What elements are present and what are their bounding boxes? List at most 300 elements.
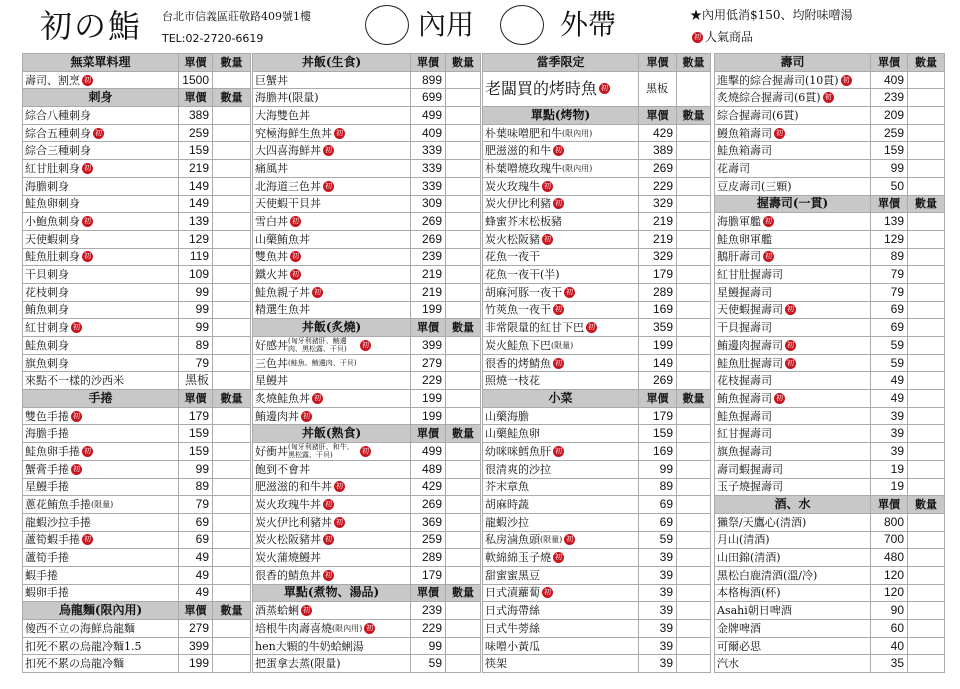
section-title: 單點(煮物、湯品) [253,584,411,602]
item-name: 蘆筍手捲 [25,551,69,565]
quantity-input[interactable] [213,213,251,231]
menu-item-row [253,620,481,638]
item-name-wrap [255,302,408,317]
menu-item-row [715,177,945,195]
quantity-input[interactable] [213,460,251,478]
quantity-input[interactable] [677,160,711,178]
dine-in-checkbox[interactable] [365,5,409,45]
quantity-input[interactable] [677,513,711,531]
item-name-wrap [255,550,408,565]
menu-item-row [23,195,251,213]
item-name-wrap [255,108,408,123]
quantity-input[interactable] [213,372,251,390]
menu-column-3 [482,53,711,673]
price-header: 單價 [179,390,213,408]
item-price: 259 [179,124,213,142]
menu-item-row [483,513,711,531]
item-price: 119 [179,248,213,266]
item-name-wrap [717,179,868,194]
item-name-wrap [255,356,408,371]
quantity-input[interactable] [677,354,711,372]
quantity-input[interactable] [446,496,481,514]
quantity-input[interactable] [213,425,251,443]
item-name: 汽水 [717,657,739,671]
quantity-input[interactable] [908,107,945,125]
quantity-input[interactable] [213,443,251,461]
quantity-input[interactable] [446,566,481,584]
popular-badge-icon: 初 [566,535,574,544]
quantity-input[interactable] [677,71,711,106]
quantity-input[interactable] [677,301,711,319]
quantity-input[interactable] [446,443,481,461]
quantity-input[interactable] [908,637,945,655]
quantity-input[interactable] [446,283,481,301]
quantity-input[interactable] [446,354,481,372]
quantity-input[interactable] [908,124,945,142]
item-name-cell [253,213,411,231]
item-price: 359 [639,319,677,337]
quantity-input[interactable] [213,142,251,160]
quantity-input[interactable] [677,372,711,390]
item-name: 紅甘肚刺身 [25,161,80,175]
quantity-header: 數量 [677,107,711,125]
quantity-input[interactable] [213,248,251,266]
menu-item-row [23,319,251,337]
item-name: 扣死不累の烏龍冷麵1.5 [25,639,142,653]
item-price: 899 [411,71,446,89]
quantity-input[interactable] [213,283,251,301]
menu-item-row [23,584,251,602]
menu-item-row [253,71,481,89]
quantity-input[interactable] [677,195,711,213]
quantity-input[interactable] [446,478,481,496]
item-name: 蔥花鮪魚手捲 [25,498,91,512]
item-name: 酒蒸蛤蜊 [255,604,299,618]
item-price: 279 [411,354,446,372]
quantity-header: 數量 [908,496,945,514]
item-name: 小鮑魚刺身 [25,215,80,229]
item-name-cell [715,266,871,284]
item-name: 天使蝦握壽司 [717,303,783,317]
quantity-input[interactable] [908,443,945,461]
item-price: 60 [871,620,908,638]
item-name: 壽司蝦握壽司 [717,462,783,476]
item-name-wrap [25,462,176,477]
quantity-input[interactable] [213,584,251,602]
quantity-input[interactable] [213,513,251,531]
quantity-input[interactable] [446,266,481,284]
item-name-cell [483,301,639,319]
item-name: 大四喜海鮮丼 [255,144,321,158]
item-name-wrap [717,338,868,353]
item-name: 龍蝦沙拉手捲 [25,515,91,529]
popular-badge-icon: 初 [336,482,343,491]
menu-item-row [23,655,251,673]
quantity-header: 數量 [213,390,251,408]
section-title: 丼飯(炙燒) [253,319,411,337]
quantity-input[interactable] [446,71,481,89]
quantity-input[interactable] [908,213,945,231]
popular-badge-icon: 初 [336,517,343,526]
item-name-wrap [25,585,176,600]
quantity-input[interactable] [908,266,945,284]
quantity-input[interactable] [908,160,945,178]
item-name-wrap [485,621,636,636]
item-name-cell [483,142,639,160]
section-header [23,54,251,72]
quantity-input[interactable] [677,283,711,301]
quantity-input[interactable] [446,177,481,195]
quantity-input[interactable] [446,513,481,531]
item-name: 雪白丼 [255,215,288,229]
menu-item-row [253,142,481,160]
quantity-input[interactable] [677,478,711,496]
item-name-cell [23,195,179,213]
item-name: 綜合三種刺身 [25,144,91,158]
quantity-input[interactable] [908,602,945,620]
item-name: 紅甘肚握壽司 [717,268,783,282]
quantity-input[interactable] [677,496,711,514]
quantity-input[interactable] [908,301,945,319]
item-name-cell [23,124,179,142]
item-name-wrap [717,73,868,88]
menu-item-row [253,443,481,461]
quantity-input[interactable] [677,142,711,160]
item-name-cell [483,496,639,514]
quantity-input[interactable] [908,142,945,160]
section-title: 小菜 [483,390,639,408]
quantity-input[interactable] [677,266,711,284]
item-name-cell [23,655,179,673]
quantity-input[interactable] [908,584,945,602]
quantity-input[interactable] [908,177,945,195]
quantity-input[interactable] [677,425,711,443]
menu-item-row [253,637,481,655]
item-name: 海膽軍艦 [717,215,761,229]
quantity-input[interactable] [677,549,711,567]
item-note: (鮭魚、鮪邊肉、干貝) [288,359,357,368]
menu-item-row [23,496,251,514]
quantity-input[interactable] [446,549,481,567]
item-price: 219 [411,266,446,284]
item-price: 499 [411,107,446,125]
quantity-input[interactable] [908,354,945,372]
quantity-input[interactable] [446,620,481,638]
quantity-input[interactable] [446,337,481,355]
item-name-cell [483,177,639,195]
item-name-wrap [25,179,176,194]
popular-badge-icon: 初 [73,323,80,332]
quantity-input[interactable] [677,637,711,655]
menu-item-row [483,584,711,602]
price-header: 單價 [179,54,213,72]
quantity-input[interactable] [908,372,945,390]
quantity-input[interactable] [908,513,945,531]
section-title: 手捲 [23,390,179,408]
quantity-input[interactable] [908,89,945,107]
menu-item-row [253,283,481,301]
item-name-cell [483,354,639,372]
quantity-input[interactable] [213,655,251,673]
quantity-input[interactable] [446,531,481,549]
item-name-wrap [717,356,868,371]
quantity-input[interactable] [446,160,481,178]
menu-item-row [253,549,481,567]
popular-badge-icon: 初 [325,570,332,579]
item-price: 99 [411,637,446,655]
item-name-wrap [485,267,636,282]
quantity-input[interactable] [677,124,711,142]
menu-item-row [483,566,711,584]
item-name: 星鰻握壽司 [717,285,772,299]
quantity-input[interactable] [908,390,945,408]
item-name-cell [483,584,639,602]
section-header [253,584,481,602]
item-name-cell [253,460,411,478]
quantity-input[interactable] [446,230,481,248]
item-name-wrap [25,621,176,636]
quantity-input[interactable] [908,655,945,673]
quantity-input[interactable] [908,230,945,248]
section-title: 酒、水 [715,496,871,514]
popular-badge-icon: 初 [84,163,91,172]
takeout-checkbox[interactable] [500,5,544,45]
quantity-input[interactable] [213,407,251,425]
item-name-cell [483,513,639,531]
quantity-input[interactable] [908,620,945,638]
menu-item-row [253,195,481,213]
item-name: 炭火蒲燒鰻丼 [255,551,321,565]
section-title: 當季限定 [483,54,639,72]
quantity-input[interactable] [213,354,251,372]
menu-item-row [483,71,711,106]
quantity-input[interactable] [213,337,251,355]
quantity-input[interactable] [908,478,945,496]
menu-item-row [23,549,251,567]
quantity-input[interactable] [213,124,251,142]
quantity-input[interactable] [908,71,945,89]
quantity-input[interactable] [908,566,945,584]
popular-badge-icon: 初 [566,287,573,296]
item-price: 89 [639,478,677,496]
menu-item-row [715,425,945,443]
item-name-cell [715,372,871,390]
item-price: 369 [411,513,446,531]
menu-item-row [23,160,251,178]
menu-item-row [253,266,481,284]
item-name-cell [253,266,411,284]
quantity-input[interactable] [213,620,251,638]
quantity-input[interactable] [908,549,945,567]
menu-item-row [483,160,711,178]
quantity-input[interactable] [213,478,251,496]
item-name-wrap [255,143,408,158]
item-name-cell [253,337,411,355]
item-price: 39 [871,425,908,443]
menu-item-row [23,478,251,496]
item-name: 照燒一枝花 [485,374,540,388]
quantity-input[interactable] [677,337,711,355]
item-name-cell [253,230,411,248]
phone: TEL:02-2720-6619 [162,32,264,45]
menu-item-row [483,460,711,478]
quantity-input[interactable] [677,407,711,425]
quantity-input[interactable] [213,160,251,178]
item-price: 409 [871,71,908,89]
quantity-input[interactable] [446,460,481,478]
menu-item-row [715,566,945,584]
item-name-wrap [485,249,636,264]
quantity-input[interactable] [677,620,711,638]
item-note: (匈牙利豬肝、和牛、黑松露、干貝) [288,443,354,460]
menu-item-row [483,319,711,337]
quantity-input[interactable] [446,602,481,620]
quantity-input[interactable] [213,195,251,213]
quantity-input[interactable] [908,319,945,337]
quantity-input[interactable] [446,390,481,408]
menu-item-row [23,513,251,531]
quantity-input[interactable] [213,107,251,125]
quantity-input[interactable] [446,407,481,425]
item-price: 120 [871,566,908,584]
item-name-wrap [485,373,636,388]
quantity-input[interactable] [908,425,945,443]
quantity-input[interactable] [446,655,481,673]
item-price: 19 [871,478,908,496]
quantity-input[interactable] [677,602,711,620]
quantity-input[interactable] [677,213,711,231]
quantity-input[interactable] [446,195,481,213]
quantity-input[interactable] [446,213,481,231]
quantity-input[interactable] [213,230,251,248]
item-name-cell [483,266,639,284]
item-name: 蘆筍蝦手捲 [25,533,80,547]
menu-item-row [715,407,945,425]
quantity-input[interactable] [677,460,711,478]
item-name-wrap [717,479,868,494]
section-header [23,89,251,107]
item-price: 259 [871,124,908,142]
quantity-input[interactable] [446,372,481,390]
item-name-cell [715,407,871,425]
quantity-input[interactable] [213,637,251,655]
quantity-input[interactable] [908,407,945,425]
popular-badge-icon: 初 [292,252,299,261]
item-name-cell [483,637,639,655]
menu-item-row [715,372,945,390]
quantity-input[interactable] [677,584,711,602]
popular-badge-icon: 初 [325,535,332,544]
quantity-input[interactable] [677,230,711,248]
quantity-input[interactable] [677,566,711,584]
quantity-input[interactable] [908,337,945,355]
item-price: 69 [179,531,213,549]
item-name-cell [23,496,179,514]
menu-item-row [253,89,481,107]
item-name-cell [253,107,411,125]
item-name-cell [715,319,871,337]
menu-item-row [715,71,945,89]
item-name-wrap [25,639,176,654]
item-name-cell [483,655,639,673]
menu-table [714,53,945,673]
item-name: hen大顆的牛奶蛤蜊湯 [255,639,364,653]
menu-item-row [23,248,251,266]
item-price: 49 [179,566,213,584]
item-name-cell [253,354,411,372]
menu-item-row [483,372,711,390]
item-name-wrap [485,568,636,583]
quantity-input[interactable] [446,637,481,655]
item-name-cell [253,248,411,266]
quantity-input[interactable] [908,283,945,301]
quantity-header: 數量 [446,54,481,72]
quantity-input[interactable] [213,549,251,567]
popular-badge-icon: 初 [73,464,80,473]
quantity-input[interactable] [213,177,251,195]
item-price: 169 [639,301,677,319]
item-name-cell [23,566,179,584]
menu-item-row [715,513,945,531]
quantity-input[interactable] [446,89,481,107]
quantity-input[interactable] [213,566,251,584]
address: 台北市信義區莊敬路409號1樓 [162,10,311,23]
quantity-input[interactable] [446,124,481,142]
quantity-input[interactable] [446,248,481,266]
quantity-input[interactable] [677,319,711,337]
quantity-input[interactable] [908,248,945,266]
menu-item-row [715,230,945,248]
quantity-input[interactable] [677,177,711,195]
item-price: 39 [871,443,908,461]
quantity-input[interactable] [213,531,251,549]
item-name-wrap [717,267,868,282]
quantity-input[interactable] [677,443,711,461]
item-name-cell [715,549,871,567]
quantity-input[interactable] [446,142,481,160]
quantity-input[interactable] [446,301,481,319]
quantity-header: 數量 [908,195,945,213]
item-name: 鮪魚刺身 [25,303,69,317]
quantity-input[interactable] [213,71,251,89]
section-header [253,425,481,443]
item-name-wrap [717,373,868,388]
quantity-input[interactable] [908,460,945,478]
quantity-header: 數量 [677,54,711,72]
quantity-input[interactable] [213,319,251,337]
item-name-wrap [485,462,636,477]
quantity-input[interactable] [908,531,945,549]
item-name-cell [23,177,179,195]
item-name-wrap [25,338,176,353]
menu-item-row [483,283,711,301]
menu-item-row [715,319,945,337]
item-name-cell [253,620,411,638]
popular-badge-icon: 初 [366,623,374,632]
menu-item-row [715,124,945,142]
item-name: 日式牛蒡絲 [485,621,540,635]
quantity-input[interactable] [213,496,251,514]
item-price: 229 [411,620,446,638]
quantity-input[interactable] [677,248,711,266]
quantity-input[interactable] [677,655,711,673]
quantity-input[interactable] [213,301,251,319]
item-name-wrap [25,532,176,547]
quantity-input[interactable] [213,266,251,284]
quantity-input[interactable] [677,531,711,549]
quantity-input[interactable] [446,107,481,125]
item-name-wrap [255,479,408,494]
